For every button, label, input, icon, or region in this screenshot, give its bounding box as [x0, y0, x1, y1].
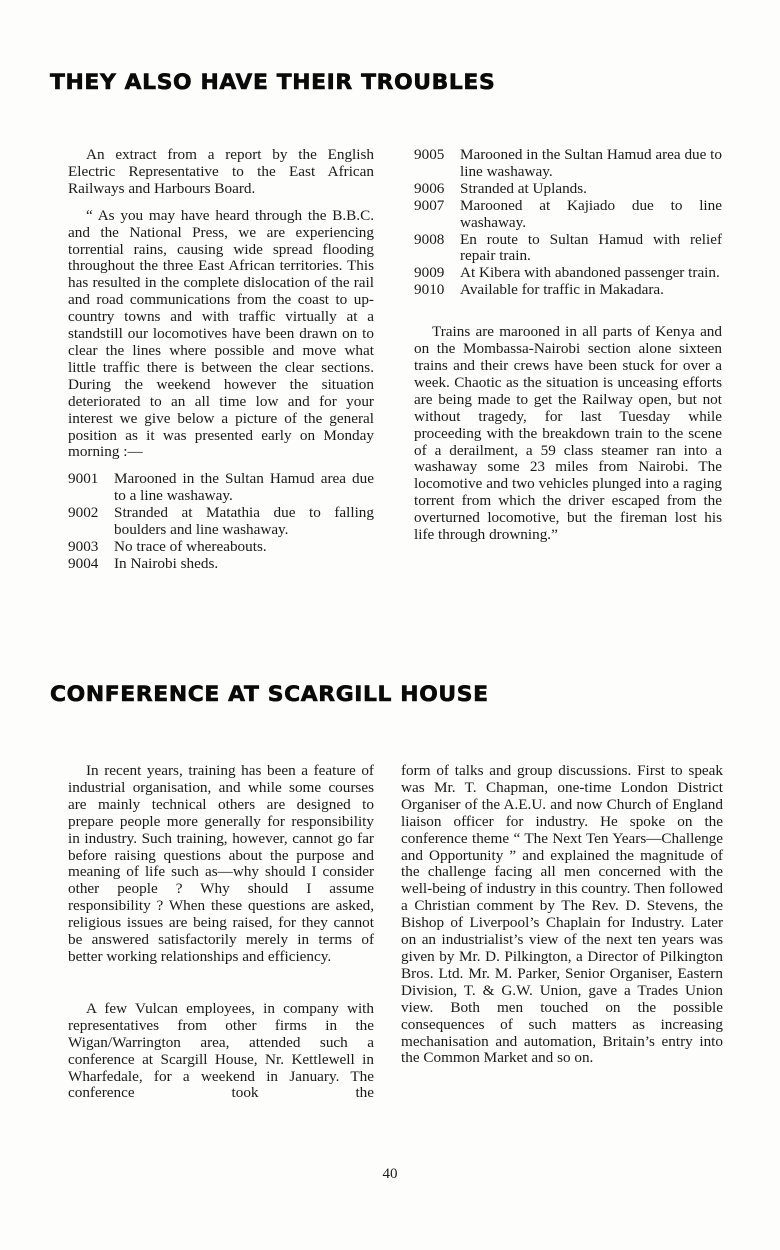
locomotive-entry	[68, 556, 374, 573]
loco-status: Stranded at Uplands.	[460, 179, 587, 197]
loco-status: No trace of whereabouts.	[114, 537, 267, 555]
loco-status: Stranded at Matathia due to falling boulders and line washaway.	[114, 504, 374, 539]
loco-number: 9001	[68, 470, 99, 488]
loco-number: 9009	[414, 264, 445, 282]
loco-status: At Kibera with abandoned passenger train.	[460, 264, 720, 282]
locomotive-entry	[414, 265, 722, 282]
article1-right-column	[414, 147, 722, 544]
article2-paragraph-1: In recent years, training has been a feature of industrial organisation, and while some courses are mainly technical others are designed to prepare people more generally for responsibility in industry. Such training, however, cannot go far before raising questions about the purpose and meaning of life such as—why should I consider other people ? Why should I assume responsibility ? When these questions are asked, religious issues are being raised, for they cannot be answered satisfactorily merely in terms of better working relationships and efficiency.	[68, 762, 374, 965]
article2-right-column	[401, 763, 723, 1067]
loco-status: Marooned at Kajiado due to line washaway.	[460, 196, 722, 231]
loco-number: 9010	[414, 281, 445, 299]
article1-left-column	[68, 147, 374, 573]
locomotive-status-list-part2	[414, 147, 722, 299]
locomotive-entry	[414, 282, 722, 299]
locomotive-entry	[68, 505, 374, 539]
article-title-troubles: THEY ALSO HAVE THEIR TROUBLES	[50, 70, 496, 94]
locomotive-entry	[68, 539, 374, 556]
loco-number: 9006	[414, 179, 445, 197]
article1-intro: An extract from a report by the English Electric Representative to the East African Railways and Harbours Board.	[68, 146, 374, 197]
loco-status: Marooned in the Sultan Hamud area due to a line washaway.	[114, 470, 374, 505]
loco-number: 9004	[68, 554, 99, 572]
loco-number: 9003	[68, 537, 99, 555]
loco-number: 9007	[414, 196, 445, 214]
loco-status: Available for traffic in Makadara.	[460, 281, 664, 299]
loco-number: 9005	[414, 146, 445, 163]
article2-left-column	[68, 763, 374, 1102]
article1-quote-paragraph: “ As you may have heard through the B.B.C. and the National Press, we are experiencing torrential rains, causing wide spread flooding throughout the three East African territories. This has resulted in the complete dislocation of the rail and road communications from the coast to up-country towns and with traffic virtually at a standstill our locomotives have been drawn on to clear the lines where possible and move what little traffic there is between the clear sections. During the weekend however the situation deteriorated to an all time low and for your interest we give below a picture of the general position as it was presented early on Monday morning :—	[68, 206, 374, 461]
locomotive-entry	[414, 232, 722, 266]
loco-number: 9002	[68, 504, 99, 522]
loco-status: En route to Sultan Hamud with relief repair train.	[460, 230, 722, 265]
article1-closing-paragraph: Trains are marooned in all parts of Kenya and on the Mombassa-Nairobi section alone sixteen trains and their crews have been stuck for over a week. Chaotic as the situation is unceasing efforts are being made to get the Railway open, but not without tragedy, for last Tuesday while proceeding with the breakdown train to the scene of a derailment, a 59 class steamer ran into a washaway some 23 miles from Nairobi. The locomotive and two vehicles plunged into a raging torrent from which the driver escaped from the overturned locomotive, but the fireman lost his life through drowning.”	[414, 323, 722, 544]
page-number: 40	[382, 1166, 398, 1182]
loco-status: In Nairobi sheds.	[114, 554, 219, 572]
loco-number: 9008	[414, 230, 445, 248]
article2-paragraph-2-start: A few Vulcan employees, in company with representatives from other firms in the Wigan/Warrington area, attended such a conference at Scargill House, Nr. Kettlewell in Wharfedale, for a weekend in January. The conference took the	[68, 999, 374, 1102]
locomotive-entry	[414, 147, 722, 181]
loco-status: Marooned in the Sultan Hamud area due to line washaway.	[460, 146, 722, 180]
article-title-conference: CONFERENCE AT SCARGILL HOUSE	[50, 682, 489, 706]
locomotive-entry	[68, 471, 374, 505]
locomotive-status-list-part1	[68, 471, 374, 572]
locomotive-entry	[414, 181, 722, 198]
article2-paragraph-2-continued: form of talks and group discussions. First to speak was Mr. T. Chapman, one-time London District Organiser of the A.E.U. and now Church of England liaison officer for industry. He spoke on the conference theme “ The Next Ten Years—Challenge and Opportunity ” and explained the magnitude of the challenge facing all men concerned with the well-being of industry in this country. Then followed a Christian comment by The Rev. D. Stevens, the Bishop of Liverpool’s Chaplain for Industry. Later on an industrialist’s view of the next ten years was given by Mr. D. Pilkington, a Director of Pilkington Bros. Ltd. Mr. M. Parker, Senior Organiser, Eastern Division, T. & G.W. Union, gave a Trades Union view. Both men touched on the possible consequences of such matters as increasing mechanisation and automation, Britain’s entry into the Common Market and so on.	[401, 762, 723, 1067]
locomotive-entry	[414, 198, 722, 232]
